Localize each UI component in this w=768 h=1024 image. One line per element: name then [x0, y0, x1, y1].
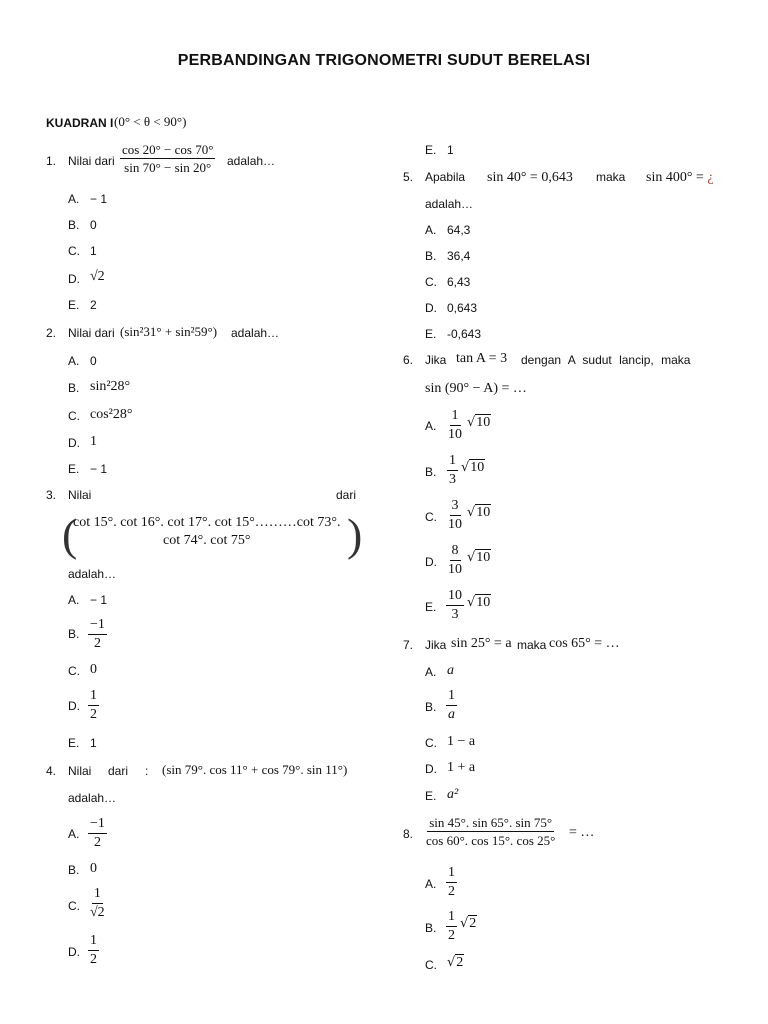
q6-option-e-root: √10	[467, 595, 491, 610]
q6-question: sin (90° − A) = …	[425, 381, 527, 396]
q3-option-e: 1	[90, 736, 97, 750]
q4-dari: dari	[108, 764, 129, 778]
q5-option-d-label: D.	[425, 301, 437, 315]
q7-option-b-denominator: a	[448, 706, 455, 722]
q6-expression: tan A = 3	[456, 351, 508, 366]
q1-option-e-label: E.	[68, 298, 80, 312]
q8-option-b-numerator: 1	[446, 910, 457, 927]
q4-expression: (sin 79°. cos 11° + cos 79°. sin 11°)	[162, 762, 348, 777]
q2-expression: (sin²31° + sin²59°)	[120, 324, 218, 339]
q5-maka: maka	[596, 170, 626, 184]
q4-option-c-label: C.	[68, 899, 80, 913]
q2-option-d-label: D.	[68, 436, 80, 450]
q8-fraction	[424, 816, 557, 847]
q1-option-c: 1	[90, 244, 97, 258]
q7-option-b-label: B.	[425, 700, 437, 714]
q6-option-d-numerator: 8	[450, 544, 461, 561]
q1-option-a: − 1	[90, 192, 108, 206]
q6-option-c-label: C.	[425, 510, 437, 524]
q8-option-a	[446, 866, 457, 899]
q4-option-c-denominator: √2	[90, 904, 105, 920]
q4-option-a	[88, 817, 107, 850]
q7-option-b-numerator: 1	[446, 689, 457, 706]
q3-option-b-label: B.	[68, 627, 80, 641]
q8-number: 8.	[403, 827, 414, 841]
q2-option-c: cos²28°	[90, 407, 133, 422]
q3-left-paren: (	[62, 509, 78, 560]
q1-option-e: 2	[90, 298, 97, 312]
q5-unknown-mark: ¿	[707, 170, 714, 185]
q6-option-a-radicand: 10	[476, 415, 491, 430]
q6-option-d-label: D.	[425, 555, 437, 569]
q6-option-e-fraction	[446, 589, 464, 622]
q4-option-a-label: A.	[68, 827, 80, 841]
q6-option-c-root: √10	[467, 505, 491, 520]
q1-text: Nilai dari	[68, 154, 115, 168]
q3-fraction-denominator: cot 74°. cot 75°	[163, 532, 251, 548]
q6-option-c-radicand: 10	[476, 505, 491, 520]
q2-option-b-label: B.	[68, 381, 80, 395]
section-heading: KUADRAN I	[46, 116, 114, 130]
q6-option-b-radicand: 10	[470, 460, 485, 475]
q5-number: 5.	[403, 170, 414, 184]
q5-expression-1: sin 40° = 0,643	[487, 170, 573, 185]
q6-option-a-label: A.	[425, 419, 437, 433]
q4-option-a-numerator: −1	[88, 817, 107, 834]
q3-option-d-numerator: 1	[88, 689, 99, 706]
q6-option-b-root: √10	[461, 460, 485, 475]
q6-option-a-root: √10	[467, 415, 491, 430]
q4-number: 4.	[46, 764, 57, 778]
q3-option-a-label: A.	[68, 593, 80, 607]
q5-option-a: 64,3	[447, 223, 471, 237]
q6-option-b-denominator: 3	[449, 471, 456, 487]
q1-option-c-label: C.	[68, 244, 80, 258]
q4-suffix: adalah…	[68, 791, 117, 805]
q4-colon: :	[145, 764, 149, 778]
q7-number: 7.	[403, 638, 414, 652]
q2-option-b: sin²28°	[90, 379, 131, 394]
q6-condition: dengan A sudut lancip, maka	[521, 353, 691, 367]
q7-option-e: a²	[447, 787, 459, 802]
q1-option-b: 0	[90, 218, 97, 232]
q8-fraction-denominator: cos 60°. cos 15°. cos 25°	[426, 832, 556, 848]
q5-option-b: 36,4	[447, 249, 471, 263]
q3-option-e-label: E.	[68, 736, 80, 750]
q6-option-b-label: B.	[425, 465, 437, 479]
q2-option-a-label: A.	[68, 354, 80, 368]
q6-number: 6.	[403, 353, 414, 367]
q7-option-a-label: A.	[425, 665, 437, 679]
page-title: PERBANDINGAN TRIGONOMETRI SUDUT BERELASI	[177, 52, 591, 69]
q4-option-d	[88, 934, 99, 967]
q1-option-b-label: B.	[68, 218, 80, 232]
q8-fraction-numerator: sin 45°. sin 65°. sin 75°	[429, 815, 553, 830]
q1-option-d-label: D.	[68, 272, 80, 286]
q2-text: Nilai dari	[68, 326, 115, 340]
q3-option-c-label: C.	[68, 664, 80, 678]
q5-option-b-label: B.	[425, 249, 437, 263]
q6-option-e-label: E.	[425, 600, 437, 614]
q7-expression-1: sin 25° = a	[451, 636, 512, 651]
q1-suffix: adalah…	[227, 154, 276, 168]
q7-expression-2: cos 65° = …	[549, 636, 620, 651]
q3-option-d	[88, 689, 99, 722]
q1-number: 1.	[46, 154, 57, 168]
q5-option-d: 0,643	[447, 301, 478, 315]
q6-option-d-denominator: 10	[448, 561, 462, 577]
q6-option-a-numerator: 1	[450, 409, 461, 426]
q7-option-d-label: D.	[425, 762, 437, 776]
q8-option-c-label: C.	[425, 958, 437, 972]
q2-option-c-label: C.	[68, 409, 80, 423]
q8-option-a-denominator: 2	[448, 883, 455, 899]
q8-suffix: = …	[569, 825, 595, 840]
q4-option-b: 0	[90, 861, 97, 876]
q8-option-b-radicand: 2	[469, 916, 477, 931]
q4-option-a-denominator: 2	[93, 834, 101, 850]
q5-option-c: 6,43	[447, 275, 471, 289]
q5-expression-2: sin 400° = ¿	[646, 170, 714, 185]
q8-option-a-label: A.	[425, 877, 437, 891]
q8-option-c-root: √2	[447, 955, 464, 970]
q3-right-paren: )	[347, 509, 363, 560]
q1-option-a-label: A.	[68, 192, 80, 206]
q6-option-c-numerator: 3	[450, 499, 461, 516]
q7-option-b	[446, 689, 457, 722]
q3-number: 3.	[46, 488, 57, 502]
q6-option-e-denominator: 3	[451, 606, 459, 622]
q3-option-d-denominator: 2	[90, 706, 97, 722]
q5-option-a-label: A.	[425, 223, 437, 237]
q6-option-d-fraction	[446, 544, 464, 577]
q6-option-e-numerator: 10	[446, 589, 464, 606]
q2-option-a: 0	[90, 354, 97, 368]
q3-fraction-numerator: cot 15°. cot 16°. cot 17°. cot 15°………cot 73°.	[73, 515, 341, 530]
q8-option-b-fraction	[446, 910, 457, 943]
q5-option-e: -0,643	[447, 327, 482, 341]
q1-fraction	[120, 143, 215, 174]
q4-option-d-denominator: 2	[90, 951, 97, 967]
q4-option-e: 1	[447, 143, 454, 157]
q8-option-b-root: √2	[460, 916, 477, 931]
q2-option-e-label: E.	[68, 462, 80, 476]
q6-text: Jika	[425, 353, 447, 367]
q7-option-a: a	[447, 663, 454, 678]
q5-suffix: adalah…	[425, 197, 474, 211]
q3-option-b-numerator: −1	[88, 618, 107, 635]
q6-option-b-fraction	[447, 454, 458, 487]
q5-option-e-label: E.	[425, 327, 437, 341]
q5-option-c-label: C.	[425, 275, 437, 289]
q4-option-c	[88, 887, 107, 920]
q3-suffix: adalah…	[68, 567, 117, 581]
q6-option-d-radicand: 10	[476, 550, 491, 565]
q4-option-e-label: E.	[425, 143, 437, 157]
q8-option-c-radicand: 2	[456, 955, 464, 970]
q1-option-d: √2	[90, 269, 105, 284]
q3-text: Nilai	[68, 488, 92, 502]
q2-option-d: 1	[90, 434, 97, 449]
q6-option-c-denominator: 10	[448, 516, 462, 532]
q7-text: Jika	[425, 638, 447, 652]
q7-option-e-label: E.	[425, 789, 437, 803]
q4-option-d-numerator: 1	[88, 934, 99, 951]
q4-option-b-label: B.	[68, 863, 80, 877]
q2-suffix: adalah…	[231, 326, 280, 340]
q8-option-b-label: B.	[425, 921, 437, 935]
q1-fraction-denominator: sin 70° − sin 20°	[124, 159, 212, 175]
q4-text: Nilai	[68, 764, 92, 778]
q5-text: Apabila	[425, 170, 466, 184]
q7-option-c-label: C.	[425, 736, 437, 750]
q6-option-a-fraction	[446, 409, 464, 442]
q3-option-b-denominator: 2	[93, 635, 101, 651]
q6-option-e-radicand: 10	[476, 595, 491, 610]
q3-dari: dari	[336, 488, 357, 502]
q7-option-c: 1 − a	[447, 734, 476, 749]
q3-fraction	[71, 516, 343, 548]
q1-fraction-numerator: cos 20° − cos 70°	[122, 142, 214, 157]
q8-option-a-numerator: 1	[446, 866, 457, 883]
q8-option-b-denominator: 2	[448, 927, 455, 943]
q2-option-e: − 1	[90, 462, 108, 476]
q3-option-d-label: D.	[68, 699, 80, 713]
q4-option-c-numerator: 1	[92, 887, 103, 904]
q4-option-d-label: D.	[68, 945, 80, 959]
q7-option-d: 1 + a	[447, 760, 476, 775]
q3-option-b	[88, 618, 107, 651]
q3-option-a: − 1	[90, 593, 108, 607]
section-range: (0° < θ < 90°)	[114, 114, 187, 129]
q6-option-b-numerator: 1	[447, 454, 458, 471]
q3-option-c: 0	[90, 662, 97, 677]
q6-option-a-denominator: 10	[448, 426, 462, 442]
q6-option-d-root: √10	[467, 550, 491, 565]
q6-option-c-fraction	[446, 499, 464, 532]
q7-maka: maka	[517, 638, 547, 652]
q2-number: 2.	[46, 326, 57, 340]
